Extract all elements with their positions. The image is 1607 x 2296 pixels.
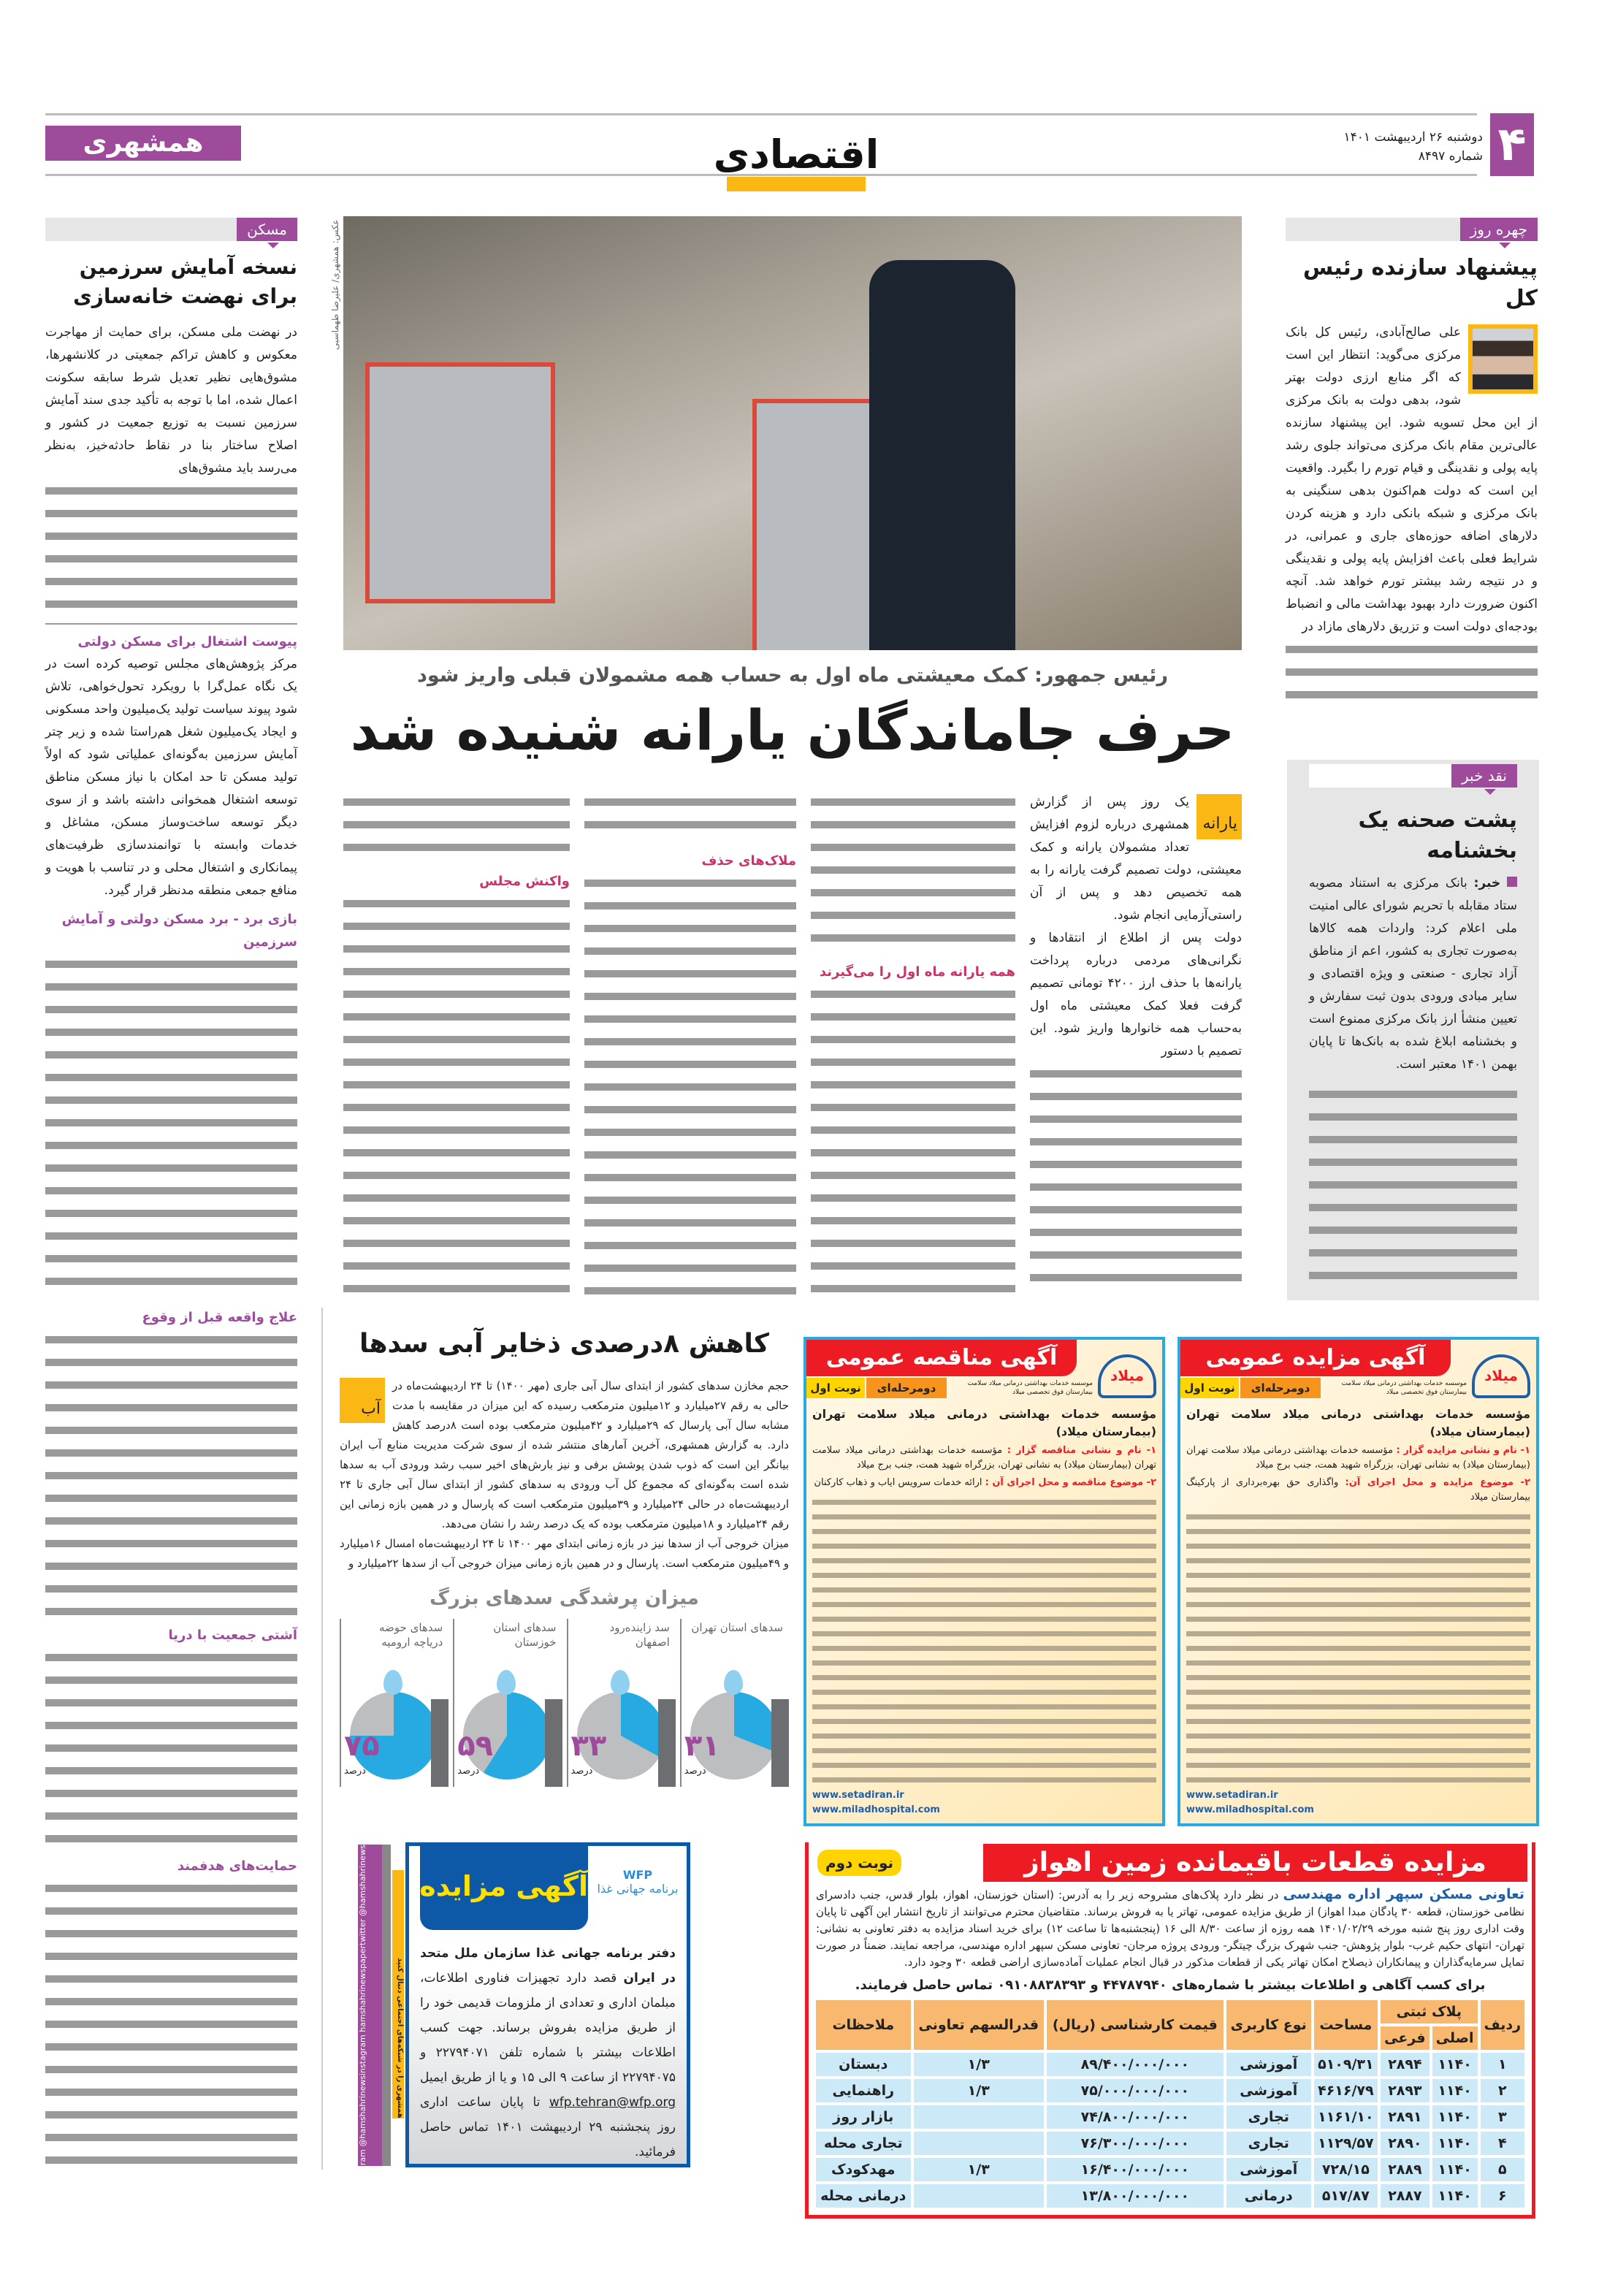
article-lead: یک روز پس از گزارش همشهری درباره لزوم افزایش تعداد مشمولان یارانه و کمک معیشتی، دولت تصمیم گرفت یارانه را به همه تخصیص دهد و پس از آن راستی‌آزمایی انجام شود. [1030, 795, 1242, 923]
table-row [816, 2079, 1524, 2102]
social-instagram[interactable]: instagram hamshahrinewspaper [358, 1945, 367, 2075]
ad-item-text: واگذاری حق بهره‌برداری از پارکینگ بیمارستان میلاد [1186, 1477, 1530, 1503]
dam-label: سدهای استان خوزستان [493, 1621, 557, 1649]
table-cell: آموزشی [1226, 2053, 1311, 2076]
dam-wall [658, 1699, 676, 1787]
chart-title: میزان پرشدگی سدهای بزرگ [430, 1587, 699, 1609]
ad-website-2[interactable]: www.miladhospital.com [1186, 1804, 1314, 1815]
table-cell: ۱۱۴۰ [1432, 2158, 1478, 2181]
subhead: پیوست اشتغال برای مسکن دولتی [77, 633, 297, 649]
table-row [816, 2053, 1524, 2076]
table-cell: ۵ [1481, 2158, 1524, 2181]
table-cell: ۱۱۲۹/۵۷ [1314, 2132, 1378, 2155]
body-text [343, 791, 570, 864]
ad-org-small: موسسه خدمات بهداشتی درمانی میلاد سلامت بیمارستان فوق تخصصی میلاد [1341, 1380, 1467, 1396]
table-cell: بازار روز [816, 2105, 911, 2129]
land-ad-contact: برای کسب آگاهی و اطلاعات بیشتر با شماره‌های ۴۴۷۸۷۹۴۰ و ۰۹۱۰۸۸۳۸۳۹۳ تماس حاصل فرمایند. [855, 1977, 1486, 1993]
table-cell: درمانی محله [816, 2184, 911, 2208]
article-headline: حرف جاماندگان یارانه شنیده شد [350, 698, 1235, 763]
wfp-ad-body: دفتر برنامه جهانی غذا سازمان ملل متحد در ایران قصد دارد تجهیزات فناوری اطلاعات، مبلمان اداری و تعدادی از ملزومات قدیمی خود را از طریق مزایده بفروش برساند. جهت کسب اطلاعات بیشتر با شماره تلفن ۲۲۷۹۴۰۷۱ و ۲۲۷۹۴۰۷۵ از ساعت ۹ الی ۱۵ و یا از طریق ایمیل wfp.tehran@wfp.org تا پایان ساعت اداری روز پنجشنبه ۲۹ اردیبهشت ۱۴۰۱ تماس حاصل فرمائید. [420, 1946, 676, 2159]
body-text [811, 983, 1015, 1295]
issue-date: دوشنبه ۲۶ اردیبهشت ۱۴۰۱ [1343, 130, 1483, 145]
table-cell: ۱/۳ [914, 2158, 1044, 2181]
table-cell: راهنمایی [816, 2079, 911, 2102]
dam-value: ۳۱ [684, 1729, 720, 1763]
dam-fill-chart [340, 1585, 789, 1787]
section-logo [701, 131, 891, 183]
table-cell: ۷۲۸/۱۵ [1314, 2158, 1378, 2181]
th-notes: ملاحظات [816, 2000, 911, 2050]
wfp-ad-title: آگهی مزایده [420, 1846, 588, 1930]
table-cell: دبستان [816, 2053, 911, 2076]
critique-lead: خبر: بانک مرکزی به استناد مصوبه ستاد مقابله با تحریم شورای عالی امنیت ملی اعلام کرد: واردات همه کالاها به‌صورت تجاری به کشور، اعم از مناطق آزاد تجاری - صنعتی و ویژه اقتصادی و سایر مبادی ورودی بدون ثبت سفارش و تعیین منشأ ارز بانک مرکزی ممنوع است و بخشنامه ابلاغ شده به بانک‌ها تا پایان بهمن ۱۴۰۱ معتبر است. [1309, 876, 1517, 1072]
table-cell: ۱۶/۴۰۰/۰۰۰/۰۰۰ [1047, 2158, 1224, 2181]
dam-panel [680, 1619, 789, 1787]
ad-item-label: ۲- موضوع مزایده و محل اجرای آن: [1345, 1477, 1530, 1488]
social-follow: همشهری را در شبکه‌های اجتماعی دنبال کنید [392, 1870, 404, 2118]
column-body: علی صالح‌آبادی، رئیس کل بانک مرکزی می‌گوید: انتظار این است که اگر منابع ارزی دولت بهتر شود، بدهی دولت به بانک مرکزی از این محل تسویه شود. این پیشنهاد سازنده عالی‌ترین مقام بانک مرکزی می‌تواند جلوی رشد پایه پولی و نقدینگی و قیام تورم را بگیرد. واقعیت این است که دولت هم‌اکنون بدهی سنگینی به بانک مرکزی و شبکه بانکی دارد و هزینه کردن دلارهای اضافه حوزه‌های جاری و عمرانی، در شرایط فعلی باعث افزایش پایه پولی و نقدینگی و در نتیجه رشد بیشتر تورم خواهد شد. آنچه اکنون ضرورت دارد بهبود بهداشت مالی و انضباط بودجه‌ای دولت است و تزریق دلارهای مازاد در [1286, 325, 1538, 634]
article-lead-wrap [1030, 791, 1242, 927]
land-ad-table-wrap [813, 1997, 1527, 2211]
dam-wall [771, 1699, 789, 1787]
table-cell: ۲۸۹۰ [1381, 2132, 1429, 2155]
table-cell: ۲۸۹۴ [1381, 2053, 1429, 2076]
section-name: اقتصادی [713, 131, 879, 178]
table-cell: ۱ [1481, 2053, 1524, 2076]
left-column [45, 218, 297, 2167]
article-subtitle: رئیس جمهور: کمک معیشتی ماه اول به حساب همه مشمولان قبلی واریز شود [417, 664, 1168, 687]
water-title: کاهش ۸درصدی ذخایر آبی سدها [359, 1329, 769, 1359]
body-text [45, 953, 297, 1300]
article-tag: یارانه [1196, 794, 1242, 839]
table-cell: ۱۱۴۰ [1432, 2053, 1478, 2076]
ad-item-label: ۱- نام و نشانی مناقصه گزار : [1007, 1445, 1156, 1456]
body-text [584, 872, 796, 1295]
issue-number: شماره ۸۴۹۷ [1418, 149, 1483, 164]
header-rule-top [45, 113, 1477, 115]
table-cell: ۱۱۴۰ [1432, 2132, 1478, 2155]
subhead: همه یارانه ماه اول را می‌گیرند [819, 964, 1015, 980]
table-cell: ۷۵/۰۰۰/۰۰۰/۰۰۰ [1047, 2079, 1224, 2102]
page-number: ۴ [1490, 113, 1534, 176]
table-cell: ۷۴/۸۰۰/۰۰۰/۰۰۰ [1047, 2105, 1224, 2129]
photo-credit: عکس: همشهری/ علیرضا طهماسبی [330, 219, 340, 350]
body-text [1030, 1063, 1242, 1295]
subhead: حمایت‌های هدفمند [177, 1858, 297, 1874]
land-ad-header [813, 1842, 1527, 1883]
water-drop-icon [497, 1670, 516, 1695]
housing-title: نسخه آمایش سرزمین برای نهضت خانه‌سازی [73, 255, 297, 308]
water-drop-icon [611, 1670, 630, 1695]
subhead: علاج واقعه قبل از وقوع [142, 1310, 297, 1326]
water-body: آب حجم مخازن سدهای کشور از ابتدای سال آبی جاری (مهر ۱۴۰۰) تا ۲۴ اردیبهشت‌ماه در حالی به رقم ۲۷میلیارد و ۱۲میلیون مترمکعب رسیده که این میزان در مقایسه با مدت مشابه سال آبی پارسال که ۲۹میلیارد و ۴۲میلیون مترمکعب بوده است ۸درصد کاهش دارد. به گزارش همشهری، آخرین آمارهای منتشر شده از سوی شرکت مدیریت منابع آب ایران بیانگر این است که ذوب شدن پوشش برفی و نیز بارش‌های اخیر سبب رشد ورودی آب به سدها شده است به‌گونه‌ای که مجموع کل آب ورودی به سدهای کشور از ابتدای سال آبی جاری تا ۲۴ اردیبهشت‌ماه در حالی ۲۴میلیارد و ۳۹میلیون مترمکعب است که پارسال و در همین بازه زمانی این رقم ۲۴میلیارد و ۱۸میلیون مترمکعب بوده که یک درصد رشد را نشان می‌دهد. میزان خروجی آب از سدها نیز در بازه زمانی ابتدای مهر ۱۴۰۰ تا ۲۴ اردیبهشت‌ماه امسال ۱۶میلیارد و ۴۹میلیون مترمکعب است. پارسال و در همین بازه زمانی میزان خروجی آب از سدها ۲۲میلیارد و [340, 1379, 790, 1570]
ad-website[interactable]: www.setadiran.ir [1186, 1790, 1278, 1801]
article-lead-2: دولت پس از اطلاع از انتقادها و نگرانی‌های مردمی درباره پرداخت یارانه‌ها با حذف ارز ۴۲۰۰ تومانی تصمیم گرفت فعلا کمک معیشتی ماه اول به‌حساب همه خانوارها واریز شود. این تصمیم با دستور [1030, 931, 1242, 1059]
water-article [340, 1324, 789, 1787]
ad-org: مؤسسه خدمات بهداشتی درمانی میلاد سلامت تهران (بیمارستان میلاد) [1186, 1407, 1530, 1438]
table-cell: ۵۱۰۹/۳۱ [1314, 2053, 1378, 2076]
subhead-body: مرکز پژوهش‌های مجلس توصیه کرده است در یک نگاه عمل‌گرا با رویکرد تحول‌خواهی، تلاش شود پیوند سیاست تولید یک‌میلیون واحد مسکونی و ایجاد یک‌میلیون شغل هم‌راستا شده و زیر چتر آمایش سرزمین به‌گونه‌ای عملیاتی شود که اولاً تولید مسکن تا حد امکان با نیاز مسکن مناطق توسعه اشتغال همخوانی داشته باشد و از سوی دیگر توسعه ساخت‌وساز مسکن، مشاغل و خدمات وابسته با توانمندسازی ظرفیت‌های پیمانکاری و اشتغال محلی و در تناسب با هویت و منافع جمعی منطقه مدنظر قرار گیرد. [45, 656, 297, 898]
body-text [45, 1647, 297, 1849]
table-cell: تجاری [1226, 2105, 1311, 2129]
ad-stage: دومرحله‌ای [1240, 1378, 1321, 1398]
dam-unit: درصد [570, 1766, 593, 1777]
land-table [813, 1997, 1527, 2211]
dam-wall [431, 1699, 448, 1787]
portrait-photo [1468, 324, 1538, 394]
auction-ad [1177, 1337, 1539, 1826]
article-col-1 [1030, 791, 1242, 1295]
table-cell: مهدکودک [816, 2158, 911, 2181]
ad-website-2[interactable]: www.miladhospital.com [812, 1804, 940, 1815]
table-row [816, 2158, 1524, 2181]
ad-item-text: مؤسسه خدمات بهداشتی درمانی میلاد سلامت تهران (بیمارستان میلاد) به نشانی تهران، بزرگراه شهید همت، جنب برج میلاد [812, 1445, 1156, 1471]
table-cell: تجاری [1226, 2132, 1311, 2155]
housing-intro: در نهضت ملی مسکن، برای حمایت از مهاجرت معکوس و کاهش تراکم جمعیتی در کلانشهرها، مشوق‌هایی نظیر تعدیل شرط سابقه سکونت اعمال شده، اما با توجه به تأکید جدی سند آمایش سرزمین نسبت به توزیع جمعیت در کشور و اصلاح ساختار بنا در نقاط حادثه‌خیز، به‌نظر می‌رسد باید مشوق‌های [45, 325, 297, 476]
dam-label: سدهای استان تهران [691, 1621, 783, 1634]
article-col-3 [584, 791, 796, 1295]
ad-item-label: ۱- نام و نشانی مزایده گزار : [1396, 1445, 1530, 1456]
dam-unit: درصد [684, 1766, 706, 1777]
social-twitter[interactable]: twitter @hamshahrinews [358, 1845, 367, 1945]
wfp-email-link[interactable]: wfp.tehran@wfp.org [549, 2095, 676, 2110]
ad-item-label: ۲- موضوع مناقصه و محل اجرای آن : [985, 1477, 1156, 1488]
subhead: آشتی جمعیت با دریا [168, 1627, 297, 1643]
kicker-naghd-khabar: نقد خبر [1309, 764, 1517, 787]
table-cell: ۲۸۹۱ [1381, 2105, 1429, 2129]
dam-unit: درصد [344, 1766, 366, 1777]
table-cell: ۱۱۴۰ [1432, 2079, 1478, 2102]
ad-title: آگهی مناقصه عمومی [806, 1340, 1077, 1376]
th-use: نوع کاربری [1226, 2000, 1311, 2050]
table-cell: ۱۱۴۰ [1432, 2105, 1478, 2129]
table-cell [914, 2184, 1044, 2208]
subhead: بازی برد - برد مسکن دولتی و آمایش سرزمین [61, 911, 297, 950]
th-area: مساحت [1314, 2000, 1378, 2050]
th-plate: پلاک ثبتی [1381, 2000, 1478, 2024]
social-telegram[interactable]: telegram @hamshahrinews [358, 2075, 367, 2186]
subhead: ملاک‌های حذف [701, 853, 796, 869]
dam-panel [453, 1619, 562, 1787]
ad-org-small: موسسه خدمات بهداشتی درمانی میلاد سلامت بیمارستان فوق تخصصی میلاد [967, 1380, 1093, 1396]
table-cell [914, 2132, 1044, 2155]
body-text [811, 791, 1015, 955]
table-cell: ۷۶/۳۰۰/۰۰۰/۰۰۰ [1047, 2132, 1224, 2155]
th-share: قدرالسهم تعاونی [914, 2000, 1044, 2050]
critique-box [1287, 760, 1539, 1300]
newspaper-logo: همشهری [45, 126, 241, 161]
land-auction-ad [805, 1842, 1535, 2219]
table-cell: ۳ [1481, 2105, 1524, 2129]
dam-panel [567, 1619, 676, 1787]
ad-round: نوبت اول [1180, 1378, 1239, 1398]
dam-label: سد زاینده‌رود اصفهان [609, 1621, 670, 1649]
water-drop-icon [724, 1670, 743, 1695]
table-cell: ۱۱۴۰ [1432, 2184, 1478, 2208]
table-cell: ۶ [1481, 2184, 1524, 2208]
dam-unit: درصد [457, 1766, 480, 1777]
main-photo-atm [343, 216, 1242, 650]
body-text [45, 1329, 297, 1618]
table-row [816, 2184, 1524, 2208]
dam-label: سدهای حوضه دریاچه ارومیه [379, 1621, 443, 1649]
th-price: قیمت کارشناسی (ریال) [1047, 2000, 1224, 2050]
table-cell: ۴ [1481, 2132, 1524, 2155]
ad-stage: دومرحله‌ای [866, 1378, 947, 1398]
housing-body [45, 480, 297, 625]
land-ad-round: نوبت دوم [817, 1850, 901, 1876]
tender-ad [804, 1337, 1165, 1826]
milad-logo: میلاد [1472, 1354, 1530, 1398]
th-main: اصلی [1432, 2026, 1478, 2050]
social-strip [358, 1845, 391, 2186]
column-title: پیشنهاد سازنده رئیس کل [1302, 255, 1538, 311]
dam-panel [340, 1619, 448, 1787]
ad-body-text [1186, 1509, 1530, 1784]
table-cell: ۴۶۱۶/۷۹ [1314, 2079, 1378, 2102]
body-text [343, 893, 570, 1295]
table-cell: ۲۸۸۹ [1381, 2158, 1429, 2181]
table-cell: درمانی [1226, 2184, 1311, 2208]
body-text [45, 1877, 297, 2167]
dam-value: ۷۵ [344, 1729, 380, 1763]
ad-round: نوبت اول [806, 1378, 865, 1398]
dam-value: ۳۳ [570, 1729, 607, 1763]
article-heading [343, 661, 1242, 785]
wfp-ad [405, 1842, 690, 2167]
table-cell: آموزشی [1226, 2158, 1311, 2181]
column-body-continued [1286, 638, 1538, 700]
table-cell: ۱۳/۸۰۰/۰۰۰/۰۰۰ [1047, 2184, 1224, 2208]
kicker-maskan: مسکن [45, 218, 297, 241]
table-cell: ۸۹/۴۰۰/۰۰۰/۰۰۰ [1047, 2053, 1224, 2076]
water-tag: آب [340, 1378, 385, 1423]
subhead: واکنش مجلس [479, 874, 570, 890]
wfp-logo: WFP برنامه جهانی غذا [597, 1868, 679, 1896]
milad-logo: میلاد [1098, 1354, 1156, 1398]
th-sub: فرعی [1381, 2026, 1429, 2050]
dam-wall [545, 1699, 562, 1787]
issue-info [1315, 128, 1483, 166]
table-cell: ۲۸۹۳ [1381, 2079, 1429, 2102]
land-ad-title: مزایده قطعات باقیمانده زمین اهواز [983, 1844, 1527, 1882]
article-col-2 [811, 791, 1015, 1295]
ad-body-text [812, 1495, 1156, 1784]
table-cell: ۱/۳ [914, 2053, 1044, 2076]
body-text [584, 791, 796, 844]
table-cell [914, 2105, 1044, 2129]
th-row: ردیف [1481, 2000, 1524, 2050]
table-cell: ۱/۳ [914, 2079, 1044, 2102]
ad-org: مؤسسه خدمات بهداشتی درمانی میلاد سلامت تهران (بیمارستان میلاد) [812, 1407, 1156, 1438]
table-cell: ۱۱۶۱/۱۰ [1314, 2105, 1378, 2129]
table-cell: آموزشی [1226, 2079, 1311, 2102]
table-cell: ۵۱۷/۸۷ [1314, 2184, 1378, 2208]
kicker-chehre-rooz: چهره روز [1286, 218, 1538, 241]
table-row [816, 2132, 1524, 2155]
ad-item-text: ارائه خدمات سرویس ایاب و ذهاب کارکنان [814, 1477, 982, 1488]
ad-item-text: مؤسسه خدمات بهداشتی درمانی میلاد سلامت تهران (بیمارستان میلاد) به نشانی تهران، بزرگراه شهید همت، جنب برج میلاد [1186, 1445, 1530, 1471]
article-col-4 [343, 791, 570, 1295]
table-cell: تجاری محله [816, 2132, 911, 2155]
ad-website[interactable]: www.setadiran.ir [812, 1790, 904, 1801]
table-cell: ۲۸۸۷ [1381, 2184, 1429, 2208]
critique-body [1309, 1083, 1517, 1286]
right-column [1286, 218, 1538, 700]
column-body-wrap [1286, 321, 1538, 638]
table-row [816, 2105, 1524, 2129]
dam-value: ۵۹ [457, 1729, 494, 1763]
critique-title: پشت صحنه یک بخشنامه [1358, 807, 1517, 863]
land-ad-body: تعاونی مسکن سپهر اداره مهندسی در نظر دارد پلاک‌های مشروحه زیر را به آدرس: (استان خوزستان، اهواز، بلوار قدس، جنب دادسرای نظامی خوزستان، قطعه ۳۰ پادگان مبدا اهواز) از طریق مزایده عمومی، تهاتر یا به فروش برساند. متقاضیان محترم می‌توانند از تاریخ انتشار این آگهی تا پایان وقت اداری روز پنج شنبه مورخه ۱۴۰۱/۰۲/۲۹ همه روزه از ساعت ۸/۳۰ الی ۱۶ (پنجشنبه‌ها تا ساعت ۱۲) برای خرید اسناد مزایده به دفتر تعاونی به نشانی: تهران- انتهای حکیم غرب- بلوار پژوهش- جنب شهرک بزرگ چیتگر- ورودی پروژه مرجان- تعاونی مسکن سپهر اداره مهندسی، مراجعه نمایند. ضمناً در صورت تمایل سرمایه‌گذاران و پیمانکاران ذیصلاح امکان تهاتر یکی از قطعات مذکور در قبال انجام عملیات آماده‌سازی اراضی قطعه ۳۰ وجود دارد. [816, 1886, 1524, 1969]
water-drop-icon [383, 1670, 402, 1695]
table-cell: ۲ [1481, 2079, 1524, 2102]
ad-title: آگهی مزایده عمومی [1180, 1340, 1451, 1376]
